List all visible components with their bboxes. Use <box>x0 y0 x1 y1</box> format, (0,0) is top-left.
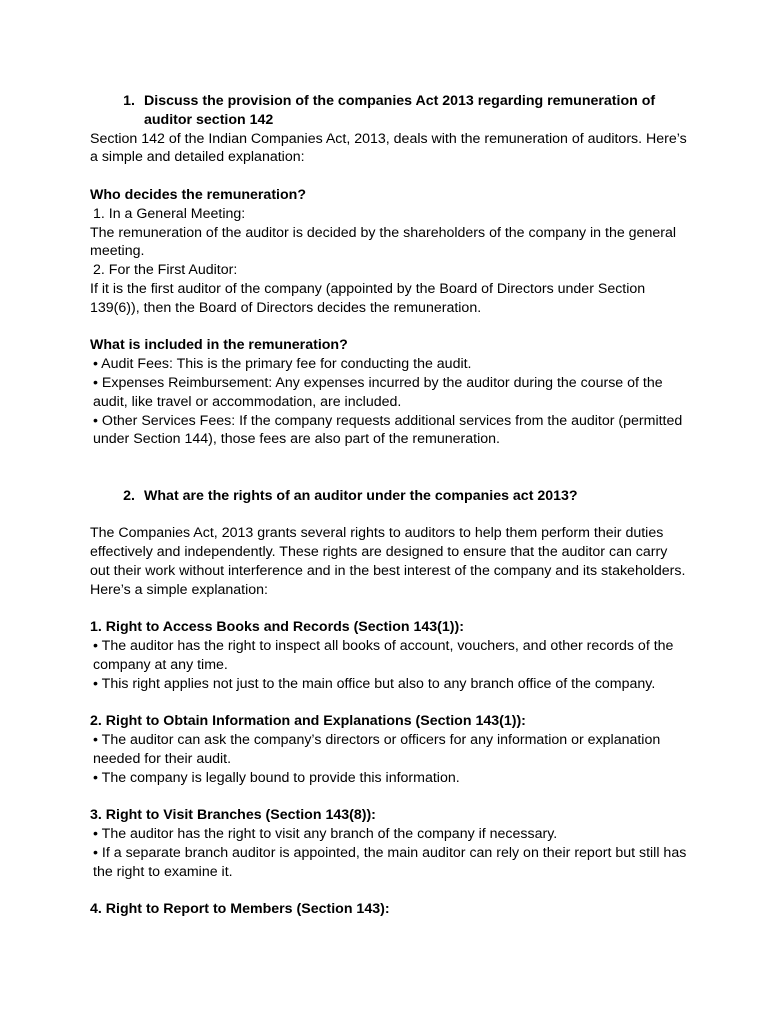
first-auditor-label: 2. For the First Auditor: <box>93 262 238 279</box>
right-2-point-1: • The auditor can ask the company’s directors or officers for any information or explanation needed for their audit. <box>93 732 661 767</box>
included-item-expenses: • Expenses Reimbursement: Any expenses incurred by the auditor during the course of the audit, like travel or accommodation, are included. <box>93 374 663 410</box>
q2-intro: The Companies Act, 2013 grants several rights to auditors to help them perform their duties effectively and independently. These rights are designed to ensure that the auditor can carry out their work without interference and in the best interest of the company and its stakeholders. Here’s a simple explanation: <box>90 525 686 598</box>
right-1-heading: 1. Right to Access Books and Records (Section 143(1)): <box>90 619 464 636</box>
general-meeting-text: The remuneration of the auditor is decided by the shareholders of the company in the general meeting. <box>90 224 676 260</box>
document-page <box>90 92 690 919</box>
who-decides-heading: Who decides the remuneration? <box>90 186 306 203</box>
right-2-point-2: • The company is legally bound to provide this information. <box>93 769 460 786</box>
question-1-title: Discuss the provision of the companies Act 2013 regarding remuneration of auditor section 142 <box>144 93 656 128</box>
right-1-point-1: • The auditor has the right to inspect all books of account, vouchers, and other records of the company at any time. <box>93 638 674 673</box>
included-item-audit-fees: • Audit Fees: This is the primary fee for conducting the audit. <box>93 356 472 373</box>
general-meeting-label: 1. In a General Meeting: <box>93 205 246 222</box>
included-item-other-services: • Other Services Fees: If the company requests additional services from the auditor (permitted under Section 144), those fees are also part of the remuneration. <box>93 412 683 448</box>
question-1-heading <box>90 92 690 130</box>
right-3-point-1: • The auditor has the right to visit any branch of the company if necessary. <box>93 826 558 843</box>
question-2-title: What are the rights of an auditor under the companies act 2013? <box>144 487 578 504</box>
right-3-heading: 3. Right to Visit Branches (Section 143(8)): <box>90 807 376 824</box>
question-2-number: 2. <box>123 487 135 504</box>
q1-intro: Section 142 of the Indian Companies Act, 2013, deals with the remuneration of auditors. Here’s a simple and detailed explanation: <box>90 130 687 166</box>
first-auditor-text: If it is the first auditor of the company (appointed by the Board of Directors under Section 139(6)), then the Board of Directors decides the remuneration. <box>90 280 646 316</box>
question-2-heading <box>90 487 690 506</box>
right-1-point-2: • This right applies not just to the main office but also to any branch office of the company. <box>93 675 656 692</box>
right-4-heading: 4. Right to Report to Members (Section 143): <box>90 901 390 918</box>
question-1-number: 1. <box>123 93 135 109</box>
included-heading: What is included in the remuneration? <box>90 337 348 354</box>
right-3-point-2: • If a separate branch auditor is appointed, the main auditor can rely on their report but still has the right to examine it. <box>93 844 687 880</box>
right-2-heading: 2. Right to Obtain Information and Explanations (Section 143(1)): <box>90 713 526 730</box>
